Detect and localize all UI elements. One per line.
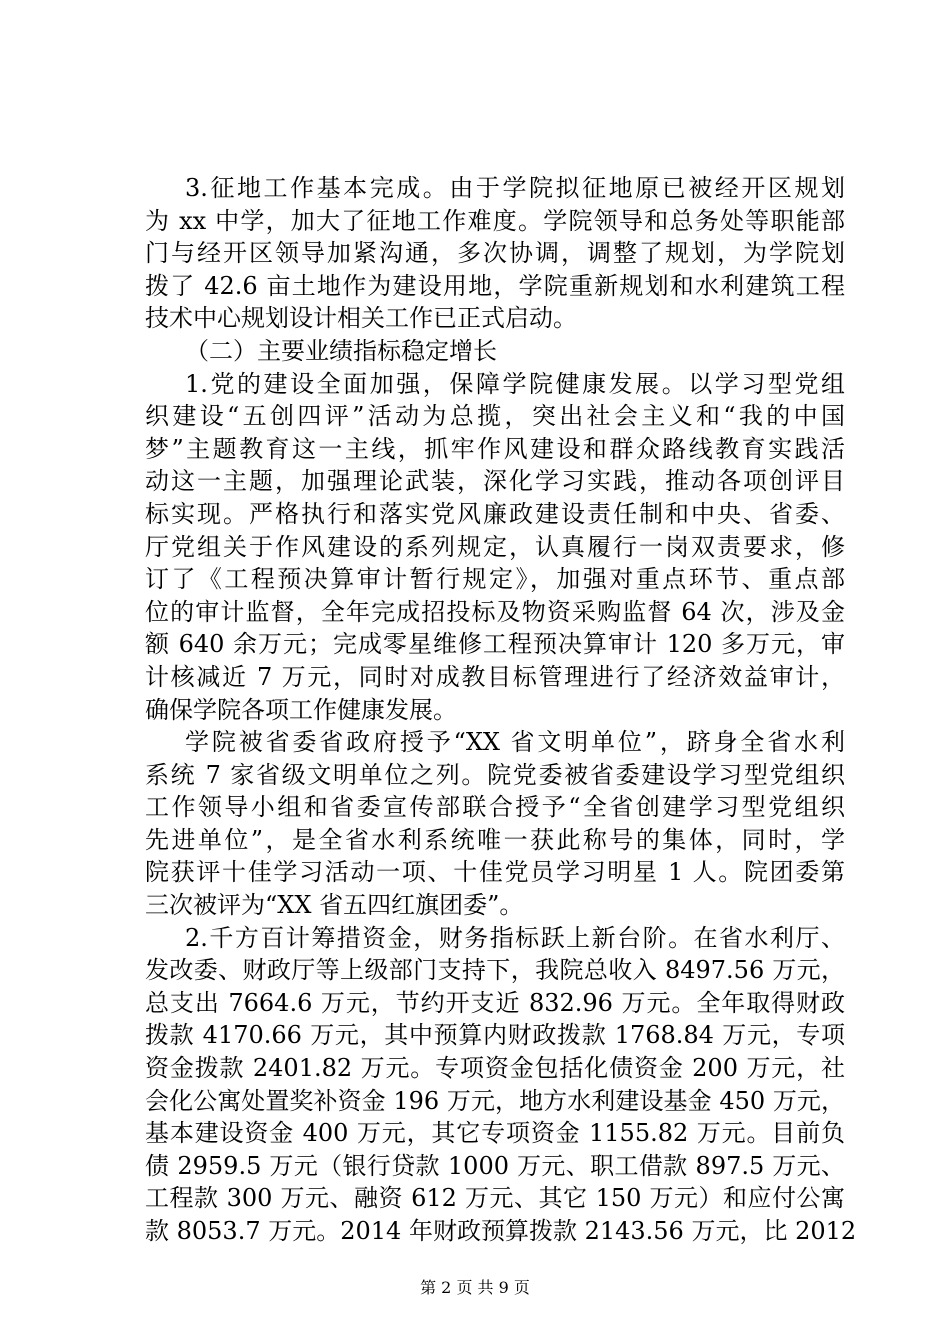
text-line: 位的审计监督，全年完成招投标及物资采购监督 64 次，涉及金 <box>145 597 845 626</box>
text-line: 动这一主题，加强理论武装，深化学习实践，推动各项创评目 <box>145 467 845 496</box>
text-line: 厅党组关于作风建设的系列规定，认真履行一岗双责要求，修 <box>145 532 845 561</box>
text-line: 会化公寓处置奖补资金 196 万元，地方水利建设基金 450 万元， <box>145 1086 845 1115</box>
para-finance <box>145 922 857 1248</box>
text-line: 先进单位”，是全省水利系统唯一获此称号的集体，同时，学 <box>145 825 845 854</box>
text-line: 拨款 4170.66 万元，其中预算内财政拨款 1768.84 万元，专项 <box>145 1021 845 1050</box>
text-line: 3.征地工作基本完成。由于学院拟征地原已被经开区规划 <box>185 174 845 202</box>
text-line: 总支出 7664.6 万元，节约开支近 832.96 万元。全年取得财政 <box>145 988 845 1017</box>
text-line: 1.党的建设全面加强，保障学院健康发展。以学习型党组 <box>185 369 845 398</box>
text-line: 门与经开区领导加紧沟通，多次协调，调整了规划，为学院划 <box>145 239 845 268</box>
text-line: 订了《工程预决算审计暂行规定》，加强对重点环节、重点部 <box>145 565 845 594</box>
text-line: 工作领导小组和省委宣传部联合授予“全省创建学习型党组织 <box>145 793 845 822</box>
para-honors <box>145 726 845 922</box>
text-line: 工程款 300 万元、融资 612 万元、其它 150 万元）和应付公寓 <box>145 1184 845 1213</box>
page-number-footer: 第 2 页 共 9 页 <box>420 1278 530 1297</box>
text-line: 确保学院各项工作健康发展。 <box>145 695 457 724</box>
heading-performance: （二）主要业绩指标稳定增长 <box>185 336 497 365</box>
section-heading <box>145 335 845 368</box>
document-body <box>145 172 857 1248</box>
text-line: 基本建设资金 400 万元，其它专项资金 1155.82 万元。目前负 <box>145 1119 845 1148</box>
text-line: 系统 7 家省级文明单位之列。院党委被省委建设学习型党组织 <box>145 760 845 789</box>
text-line: 技术中心规划设计相关工作已正式启动。 <box>145 304 577 333</box>
text-line: 梦”主题教育这一主线，抓牢作风建设和群众路线教育实践活 <box>145 434 845 463</box>
text-line: 2.千方百计筹措资金，财务指标跃上新台阶。在省水利厅、 <box>185 923 845 952</box>
text-line: 院获评十佳学习活动一项、十佳党员学习明星 1 人。院团委第 <box>145 858 845 887</box>
text-line: 为 xx 中学，加大了征地工作难度。学院领导和总务处等职能部 <box>145 206 845 235</box>
text-line: 织建设“五创四评”活动为总揽，突出社会主义和“我的中国 <box>145 402 845 431</box>
text-line: 资金拨款 2401.82 万元。专项资金包括化债资金 200 万元，社 <box>145 1054 845 1083</box>
text-line: 拨了 42.6 亩土地作为建设用地，学院重新规划和水利建筑工程 <box>145 271 845 300</box>
text-line: 款 8053.7 万元。2014 年财政预算拨款 2143.56 万元，比 2012 <box>145 1217 857 1245</box>
text-line: 额 640 余万元；完成零星维修工程预决算审计 120 多万元，审 <box>145 630 845 659</box>
text-line: 学院被省委省政府授予“XX 省文明单位”，跻身全省水利 <box>185 728 845 757</box>
text-line: 发改委、财政厅等上级部门支持下，我院总收入 8497.56 万元， <box>145 956 845 985</box>
text-line: 计核减近 7 万元，同时对成教目标管理进行了经济效益审计， <box>145 662 845 691</box>
para-party-building <box>145 368 845 727</box>
text-line: 标实现。严格执行和落实党风廉政建设责任制和中央、省委、 <box>145 499 845 528</box>
para-land-acquisition <box>145 172 845 335</box>
text-line: 三次被评为“XX 省五四红旗团委”。 <box>145 891 524 920</box>
text-line: 债 2959.5 万元（银行贷款 1000 万元、职工借款 897.5 万元、 <box>145 1151 845 1180</box>
